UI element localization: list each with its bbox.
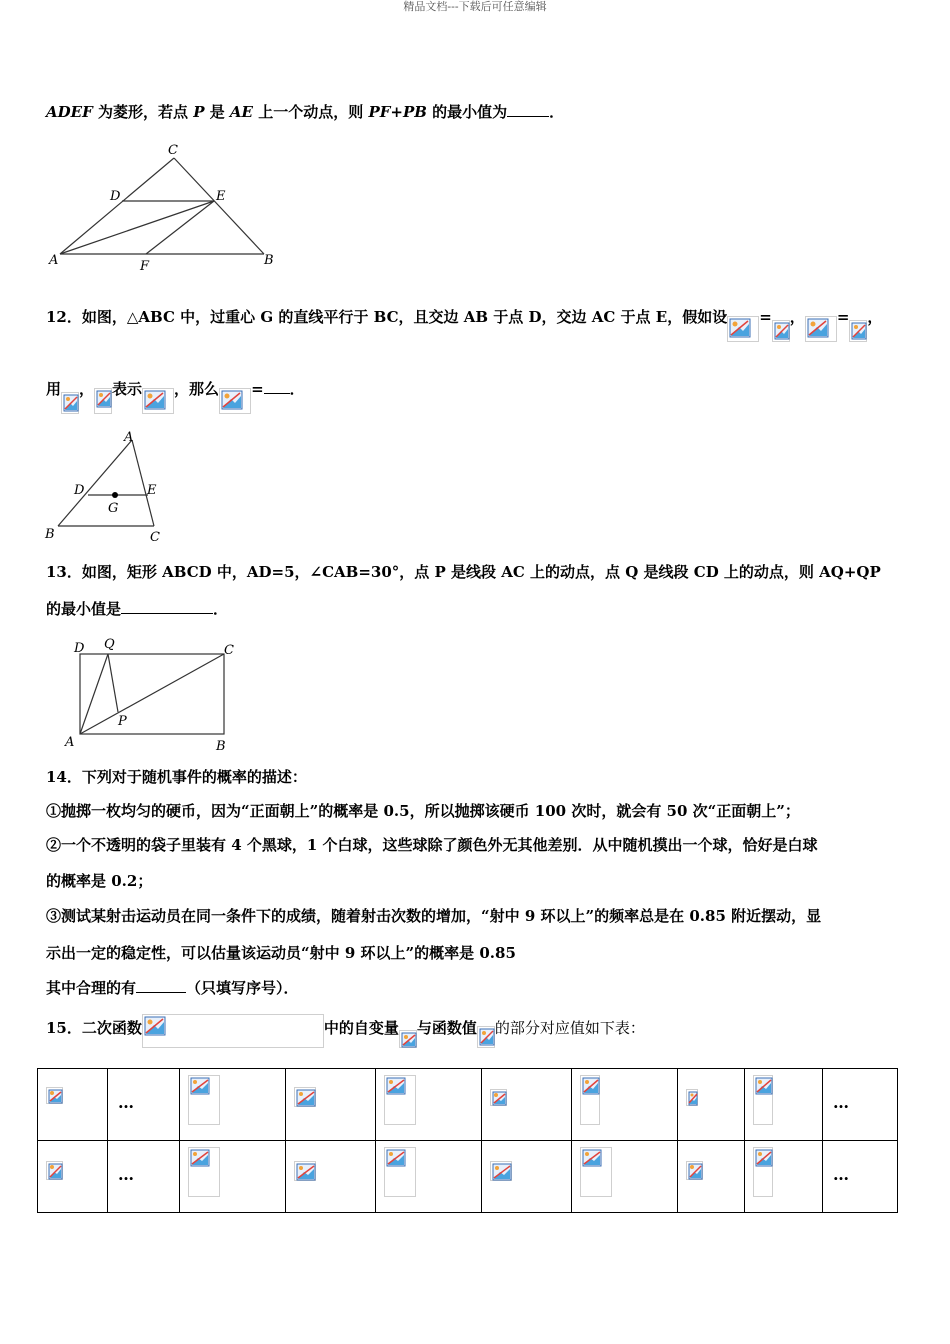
table-cell (376, 1141, 482, 1213)
q12-label-d: D (74, 483, 85, 498)
q11-figure (46, 140, 286, 279)
q12-label-a: A (124, 430, 134, 445)
q14-line1: 14．下列对于随机事件的概率的描述： (46, 768, 307, 786)
q12-line1: 12．如图，△ABC 中，过重心 G 的直线平行于 BC，且交边 AB 于点 D，交边 AC 于点 E，假如设 = ， = ， (46, 292, 882, 342)
table-cell-image (580, 1075, 600, 1125)
q12-formula-image (772, 320, 790, 342)
table-cell-image (686, 1161, 703, 1180)
q13-line2: 的最小值是 ． (46, 600, 229, 618)
table-cell (572, 1141, 678, 1213)
q12-formula-image (142, 388, 174, 414)
table-cell (678, 1069, 745, 1141)
q13-label-q: Q (104, 637, 115, 652)
q15-text-b: 中的自变量 (323, 1019, 399, 1037)
table-cell-image (294, 1161, 316, 1181)
q15-x-image (399, 1030, 417, 1048)
q12-line2: 用 ， 表示 ，那么 = ． (46, 364, 305, 414)
table-cell-image (46, 1161, 63, 1180)
q15-function-image (142, 1014, 324, 1048)
table-cell-image (686, 1089, 698, 1106)
q11-label-c: C (168, 143, 178, 158)
q12-formula-image (219, 388, 251, 414)
table-cell (286, 1069, 376, 1141)
table-ellipsis: … (118, 1165, 134, 1184)
q13-label-a: A (65, 735, 75, 750)
q12-label-b: B (45, 527, 55, 542)
q11-label-b: B (264, 253, 274, 268)
q12-formula-image (727, 316, 759, 342)
q12-formula-image (94, 388, 112, 414)
table-cell (572, 1069, 678, 1141)
table-cell (823, 1141, 898, 1213)
q13-line1: 13．如图，矩形 ABCD 中，AD=5，∠CAB=30°，点 P 是线段 AC 上的动点，点 Q 是线段 CD 上的动点，则 AQ+QP (46, 563, 881, 581)
table-cell-image (753, 1075, 773, 1125)
q15-prefix: 15．二次函数 (46, 1019, 142, 1037)
table-cell (180, 1069, 286, 1141)
q11-label-f: F (140, 259, 150, 274)
table-cell (678, 1141, 745, 1213)
q13-label-d: D (74, 641, 85, 656)
q12-formula-image (849, 320, 867, 342)
q12-formula-image (805, 316, 837, 342)
q13-label-b: B (216, 739, 226, 754)
value-table (37, 1068, 898, 1213)
q15-y-image (477, 1026, 495, 1048)
table-cell (745, 1069, 823, 1141)
q12-label-g: G (108, 501, 119, 516)
table-cell-image (294, 1087, 316, 1107)
q11-label-a: A (49, 253, 59, 268)
table-cell (745, 1141, 823, 1213)
table-cell (108, 1141, 180, 1213)
table-cell (38, 1069, 108, 1141)
table-cell (38, 1141, 108, 1213)
q12-label-c: C (150, 530, 160, 545)
table-cell (823, 1069, 898, 1141)
table-cell (376, 1069, 482, 1141)
table-cell (482, 1141, 572, 1213)
q15-text-d: 的部分对应值如下表： (494, 1019, 645, 1037)
table-cell-image (46, 1087, 63, 1104)
q15-line (46, 1008, 645, 1048)
q13-figure (62, 632, 242, 761)
table-cell (180, 1141, 286, 1213)
table-row-x (38, 1069, 898, 1141)
q12-label-e: E (147, 483, 157, 498)
q12-figure (42, 426, 172, 550)
q14-line3: ②一个不透明的袋子里装有 4 个黑球，1 个白球，这些球除了颜色外无其他差别．从中随机摸出一个球，恰好是白球 (46, 836, 818, 854)
table-cell-image (188, 1147, 220, 1197)
q14-line7-prefix: 其中合理的有 (46, 979, 137, 997)
table-cell-image (753, 1147, 773, 1197)
table-cell-image (490, 1089, 507, 1106)
table-cell (482, 1069, 572, 1141)
q12-formula-image (61, 392, 79, 414)
q13-label-p: P (118, 714, 127, 729)
table-cell (108, 1069, 180, 1141)
table-row-y (38, 1141, 898, 1213)
q14-line6: 示出一定的稳定性，可以估量该运动员“射中 9 环以上”的概率是 0.85 (46, 944, 516, 962)
table-cell-image (580, 1147, 612, 1197)
table-ellipsis: … (118, 1093, 134, 1112)
table-cell-image (384, 1147, 416, 1197)
q13-label-c: C (224, 643, 234, 658)
table-ellipsis: … (833, 1093, 849, 1112)
q11-label-e: E (216, 189, 226, 204)
q15-text-c: 与函数值 (416, 1019, 477, 1037)
q14-line7 (46, 978, 299, 998)
table-cell-image (188, 1075, 220, 1125)
q11-text: ADEF 为菱形，若点 P 是 AE 上一个动点，则 PF+PB 的最小值为 ． (46, 103, 565, 121)
page-header: 精品文档---下载后可任意编辑 (403, 0, 547, 13)
q11-label-d: D (110, 189, 121, 204)
q14-line4: 的概率是 0.2； (46, 872, 153, 890)
table-ellipsis: … (833, 1165, 849, 1184)
table-cell-image (384, 1075, 416, 1125)
q14-line5: ③测试某射击运动员在同一条件下的成绩，随着射击次数的增加，“射中 9 环以上”的频率总是在 0.85 附近摆动，显 (46, 907, 822, 925)
q14-line7-suffix: （只填写序号）． (186, 979, 299, 997)
table-cell (286, 1141, 376, 1213)
table-cell-image (490, 1161, 512, 1181)
q14-line2: ①抛掷一枚均匀的硬币，因为“正面朝上”的概率是 0.5，所以抛掷该硬币 100 次时，就会有 50 次“正面朝上”； (46, 802, 800, 820)
